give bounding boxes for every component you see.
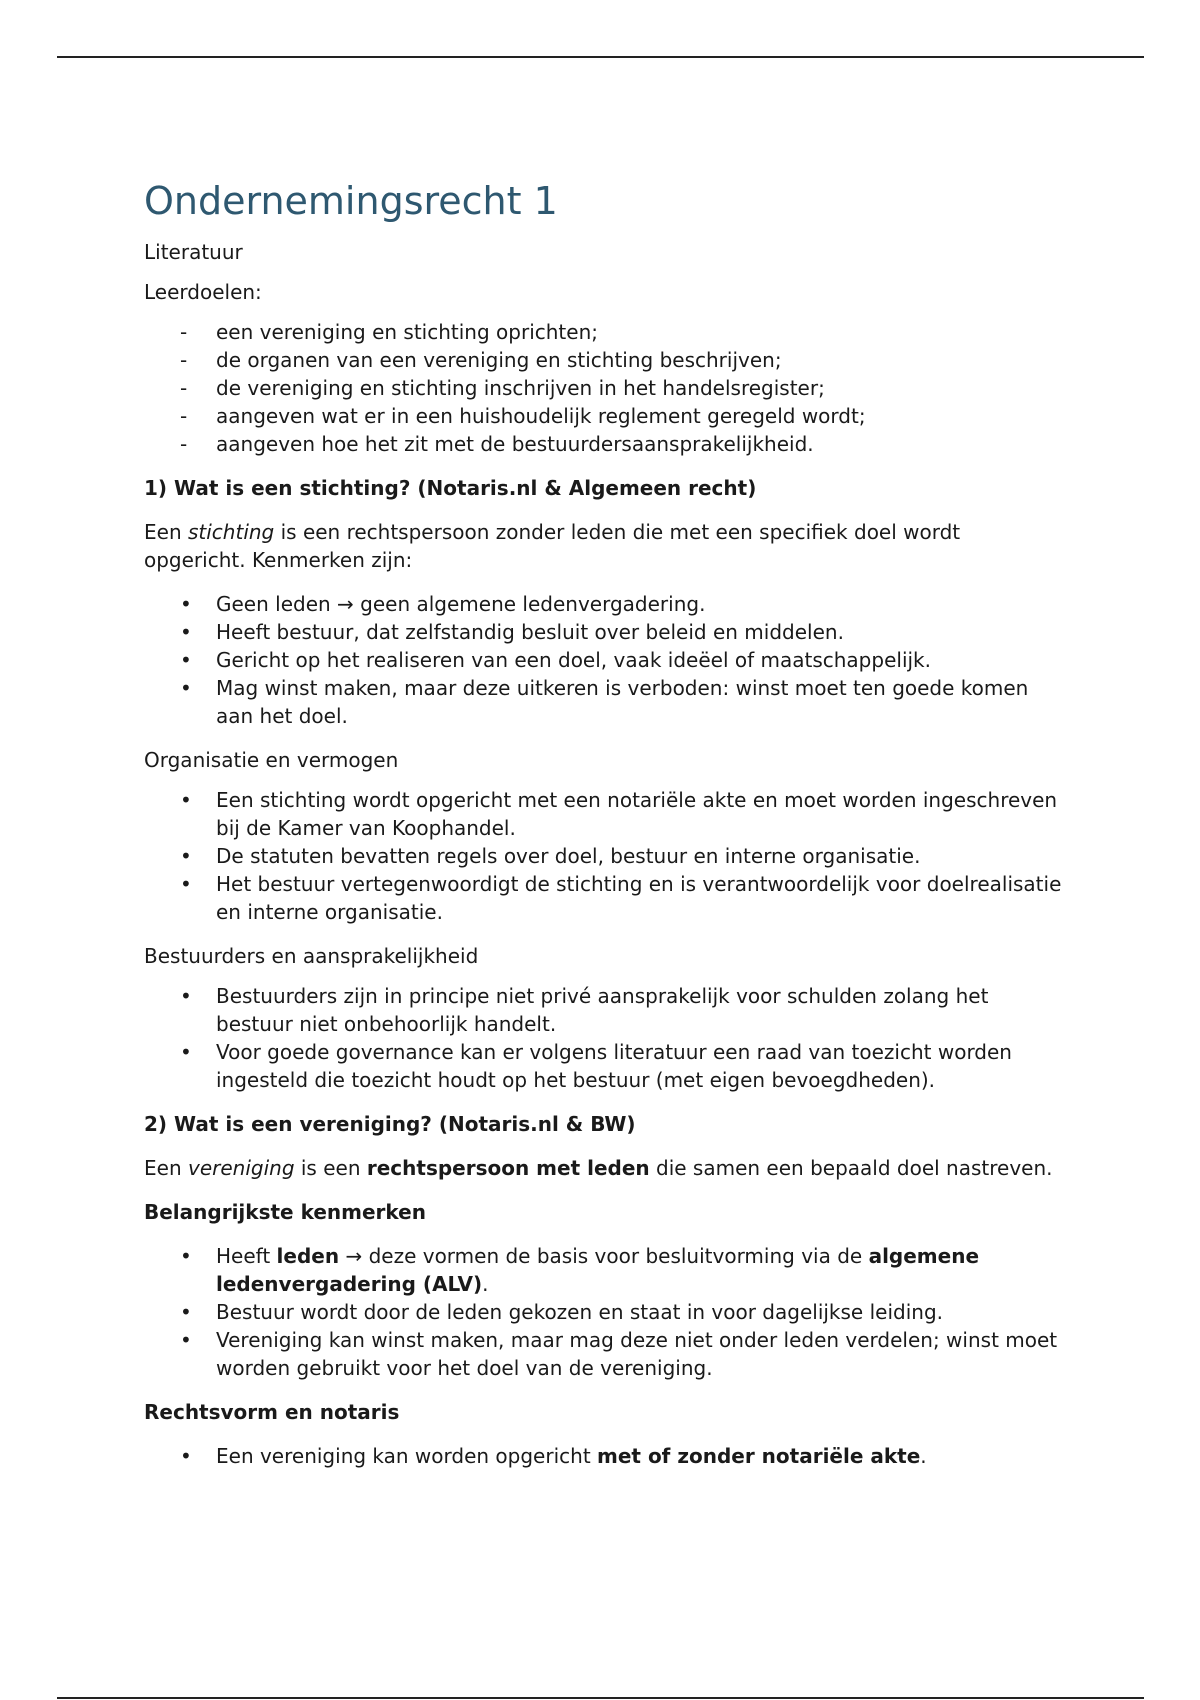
vereniging-intro: Een vereniging is een rechtspersoon met leden die samen een bepaald doel nastreven.: [144, 1156, 1053, 1180]
document-body: [144, 172, 1064, 1486]
list-item: • Bestuur wordt door de leden gekozen en staat in voor dagelijkse leiding.: [144, 1298, 1064, 1326]
bestuurders-label: Bestuurders en aansprakelijkheid: [144, 944, 479, 968]
section-heading-stichting: 1) Wat is een stichting? (Notaris.nl & Algemeen recht): [144, 476, 757, 500]
list-item: • Een vereniging kan worden opgericht met of zonder notariële akte.: [144, 1442, 1064, 1470]
list-item: - een vereniging en stichting oprichten;: [144, 318, 1064, 346]
header-rule: [57, 56, 1144, 58]
list-item: • Het bestuur vertegenwoordigt de stichting en is verantwoordelijk voor doelrealisatie en interne organisatie.: [144, 870, 1064, 926]
list-item: • Geen leden → geen algemene ledenvergadering.: [144, 590, 1064, 618]
list-item: • Bestuurders zijn in principe niet privé aansprakelijk voor schulden zolang het bestuur niet onbehoorlijk handelt.: [144, 982, 1064, 1038]
bestuurders-list: [144, 982, 1064, 1094]
list-item: • Mag winst maken, maar deze uitkeren is verboden: winst moet ten goede komen aan het doel.: [144, 674, 1064, 730]
footer-rule: [57, 1697, 1144, 1699]
stichting-kenmerken-list: [144, 590, 1064, 730]
list-item: • Een stichting wordt opgericht met een notariële akte en moet worden ingeschreven bij de Kamer van Koophandel.: [144, 786, 1064, 842]
organisatie-list: [144, 786, 1064, 926]
list-item: • Vereniging kan winst maken, maar mag deze niet onder leden verdelen; winst moet worden gebruikt voor het doel van de vereniging.: [144, 1326, 1064, 1382]
leerdoelen-list: [144, 318, 1064, 458]
list-item: - aangeven wat er in een huishoudelijk reglement geregeld wordt;: [144, 402, 1064, 430]
list-item: - de vereniging en stichting inschrijven in het handelsregister;: [144, 374, 1064, 402]
kenmerken-heading: Belangrijkste kenmerken: [144, 1200, 426, 1224]
leerdoelen-label: Leerdoelen:: [144, 280, 262, 304]
rechtsvorm-list: [144, 1442, 1064, 1470]
vereniging-kenmerken-list: [144, 1242, 1064, 1382]
list-item: • Gericht op het realiseren van een doel, vaak ideëel of maatschappelijk.: [144, 646, 1064, 674]
list-item: • Heeft leden → deze vormen de basis voor besluitvorming via de algemene ledenvergadering (ALV).: [144, 1242, 1064, 1298]
list-item: • De statuten bevatten regels over doel, bestuur en interne organisatie.: [144, 842, 1064, 870]
section-heading-vereniging: 2) Wat is een vereniging? (Notaris.nl & BW): [144, 1112, 636, 1136]
list-item: - aangeven hoe het zit met de bestuurdersaansprakelijkheid.: [144, 430, 1064, 458]
list-item: • Heeft bestuur, dat zelfstandig besluit over beleid en middelen.: [144, 618, 1064, 646]
page-title: Ondernemingsrecht 1: [144, 179, 558, 223]
list-item: - de organen van een vereniging en stichting beschrijven;: [144, 346, 1064, 374]
organisatie-label: Organisatie en vermogen: [144, 748, 399, 772]
rechtsvorm-heading: Rechtsvorm en notaris: [144, 1400, 400, 1424]
list-item: • Voor goede governance kan er volgens literatuur een raad van toezicht worden ingesteld die toezicht houdt op het bestuur (met eigen bevoegdheden).: [144, 1038, 1064, 1094]
literatuur-label: Literatuur: [144, 240, 243, 264]
stichting-intro: Een stichting is een rechtspersoon zonder leden die met een specifiek doel wordt opgericht. Kenmerken zijn:: [144, 520, 961, 572]
